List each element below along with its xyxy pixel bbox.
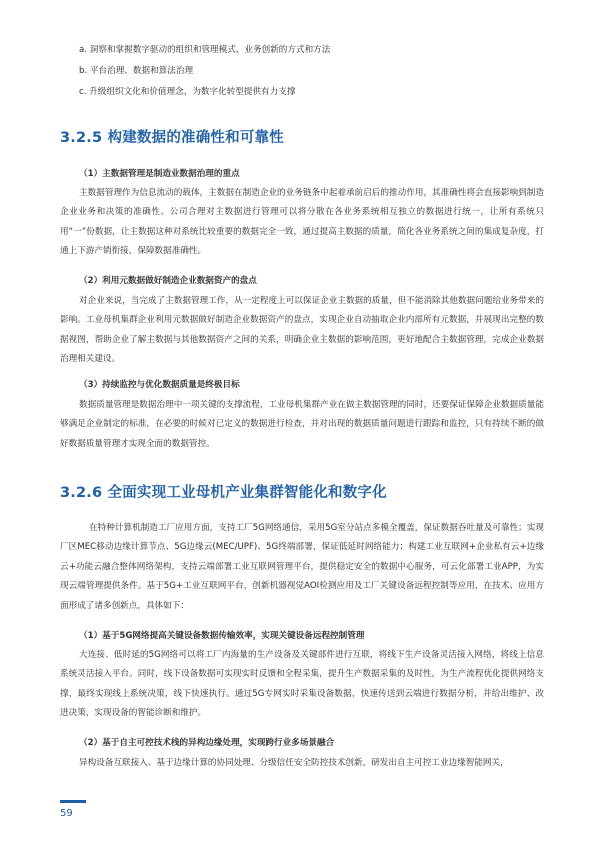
section-heading-3-2-6: 3.2.6 全面实现工业母机产业集群智能化和数字化 [60, 485, 387, 501]
paragraph: 主数据管理作为信息流动的载体，主数据在制造企业的业务链条中起着承前启后的推动作用，其准确性将会直接影响到制造企业业务和决策的准确性。公司合理对主数据进行管理可以将分散在各业务系统相互独立的数据进行统一，让所有系统只用“一”份数据，让主数据这种对系统比较重要的数据完全一致，通过提高主数据的质量，简化各业务系统之间的集成复杂度，打通上下游产销衔接，保障数据准确性。 [60, 188, 544, 257]
footer-accent-bar [60, 800, 86, 803]
subheading: （1）主数据管理是制造业数据治理的重点 [79, 169, 240, 179]
paragraph: 数据质量管理是数据治理中一项关键的支撑流程，工业母机集群产业在做主数据管理的同时，还要保证保障企业数据质量能够满足企业制定的标准，在必要的时候对已定义的数据进行检查，并对出现的数据质量问题进行跟踪和监控，只有持续不断的做好数据质量管理才实现全面的数据管控。 [60, 400, 544, 449]
subheading: （3）持续监控与优化数据质量是终极目标 [79, 380, 240, 390]
paragraph: 对企业来说，当完成了主数据管理工作，从一定程度上可以保证企业主数据的质量，但不能消除其他数据问题给业务带来的影响。工业母机集群企业利用元数据做好制造企业数据资产的盘点，实现企业自动抽取企业内部所有元数据，并展现出完整的数据视图，帮助企业了解主数据与其他数据资产之间的关系，明确企业主数据的影响范围，更好地配合主数据管理，完成企业数据治理相关建设。 [60, 296, 544, 365]
section-heading-3-2-5: 3.2.5 构建数据的准确性和可靠性 [60, 130, 284, 146]
subheading: （1）基于5G网络提高关键设备数据传输效率，实现关键设备远程控制管理 [79, 631, 365, 641]
subheading: （2）利用元数据做好制造企业数据资产的盘点 [79, 276, 257, 286]
capability-list [79, 40, 549, 103]
page-number: 59 [60, 808, 73, 819]
subheading: （2）基于自主可控技术栈的异构边缘处理，实现跨行业多场景融合 [79, 738, 335, 748]
paragraph: 在特种计算机制造工厂应用方面，支持工厂5G网络通信，采用5G室分站点多模全覆盖，保证数据吞吐量及可靠性；实现厂区MEC移动边缘计算节点、5G边缘云(MEC/UPF)、5G终端部署，保证低延时网络能力；构建工业互联网+企业私有云+边缘云+功能云融合整体网络架构，支持云端部署工业互联网管理平台，提供稳定安全的数据中心服务，可云化部署工业APP，为实现云端管理提供条件。基于5G+工业互联网平台，创新机器视觉AOI检测应用及工厂关键设备远程控制等应用，在技术、应用方面形成了诸多创新点，具体如下： [60, 523, 544, 611]
paragraph: 异构设备互联接入、基于边缘计算的协同处理、分级信任安全防控技术创新，研发出自主可控工业边缘智能网关， [79, 758, 509, 768]
list-item: a. 洞察和掌握数字驱动的组织和管理模式、业务创新的方式和方法 [79, 45, 331, 55]
list-item: c. 升级组织文化和价值理念，为数字化转型提供有力支撑 [79, 87, 296, 97]
list-item: b. 平台治理、数据和算法治理 [79, 66, 194, 76]
paragraph: 大连接、低时延的5G网络可以将工厂内海量的生产设备及关键部件进行互联，将线下生产设备灵活接入网络，将线上信息系统灵活接入平台。同时，线下设备数据可实现实时反馈和全程采集，提升生产数据采集的及时性，为生产流程优化提供网络支撑，最终实现线上系统决策，线下快速执行。通过5G专网实时采集设备数据，快速传送到云端进行数据分析，并给出维护、改进决策，实现设备的智能诊断和维护。 [60, 650, 544, 719]
